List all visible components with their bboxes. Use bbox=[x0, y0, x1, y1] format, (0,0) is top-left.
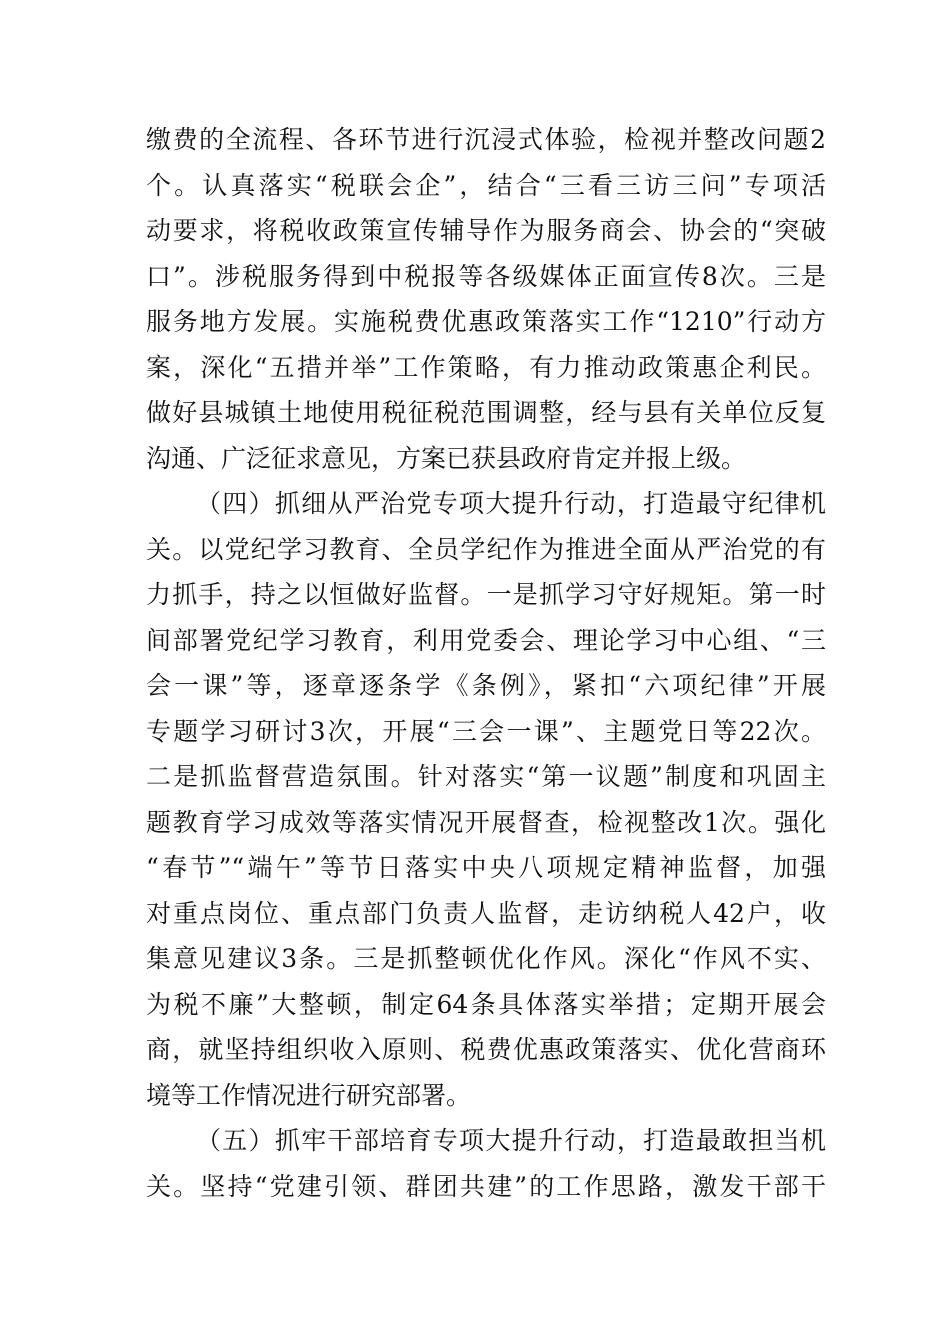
text-line: 题教育学习成效等落实情况开展督查，检视整改1次。强化 bbox=[146, 807, 826, 837]
text-line: 沟通、广泛征求意见，方案已获县政府肯定并报上级。 bbox=[146, 443, 747, 473]
text-line: 关。坚持“党建引领、群团共建”的工作思路，激发干部干 bbox=[146, 1171, 826, 1201]
paragraph-tax-service bbox=[146, 117, 826, 481]
paragraph-section-five bbox=[146, 1118, 826, 1209]
text-line: 服务地方发展。实施税费优惠政策落实工作“1210”行动方 bbox=[146, 307, 826, 336]
text-line: 对重点岗位、重点部门负责人监督，走访纳税人42户，收 bbox=[146, 898, 826, 928]
text-line: 个。认真落实“税联会企”，结合“三看三访三问”专项活 bbox=[146, 170, 827, 200]
text-line: 口”。涉税服务得到中税报等各级媒体正面宣传8次。三是 bbox=[146, 261, 826, 291]
paragraph-section-four bbox=[146, 481, 826, 1118]
text-line: 境等工作情况进行研究部署。 bbox=[146, 1080, 472, 1110]
text-line: 会一课”等，逐章逐条学《条例》，紧扣“六项纪律”开展 bbox=[146, 671, 826, 700]
text-line: 商，就坚持组织收入原则、税费优惠政策落实、优化营商环 bbox=[146, 1035, 826, 1064]
document-body bbox=[146, 117, 826, 1209]
text-line: 缴费的全流程、各环节进行沉浸式体验，检视并整改问题2 bbox=[146, 125, 826, 154]
text-line: “春节”“端午”等节日落实中央八项规定精神监督，加强 bbox=[146, 853, 826, 882]
text-line: 力抓手，持之以恒做好监督。一是抓学习守好规矩。第一时 bbox=[146, 580, 826, 609]
text-line: 间部署党纪学习教育，利用党委会、理论学习中心组、“三 bbox=[146, 625, 826, 655]
section-heading-line: （四）抓细从严治党专项大提升行动，打造最守纪律机 bbox=[196, 489, 826, 518]
text-line: 动要求，将税收政策宣传辅导作为服务商会、协会的“突破 bbox=[146, 216, 826, 245]
section-heading-line: （五）抓牢干部培育专项大提升行动，打造最敢担当机 bbox=[196, 1126, 826, 1155]
text-line: 做好县城镇土地使用税征税范围调整，经与县有关单位反复 bbox=[146, 398, 826, 427]
text-line: 案，深化“五措并举”工作策略，有力推动政策惠企利民。 bbox=[146, 352, 826, 382]
text-line: 关。以党纪学习教育、全员学纪作为推进全面从严治党的有 bbox=[146, 534, 826, 564]
text-line: 二是抓监督营造氛围。针对落实“第一议题”制度和巩固主 bbox=[146, 762, 826, 791]
text-line: 为税不廉”大整顿，制定64条具体落实举措；定期开展会 bbox=[146, 989, 826, 1019]
text-line: 集意见建议3条。三是抓整顿优化作风。深化“作风不实、 bbox=[146, 944, 826, 973]
text-line: 专题学习研讨3次，开展“三会一课”、主题党日等22次。 bbox=[146, 716, 826, 746]
